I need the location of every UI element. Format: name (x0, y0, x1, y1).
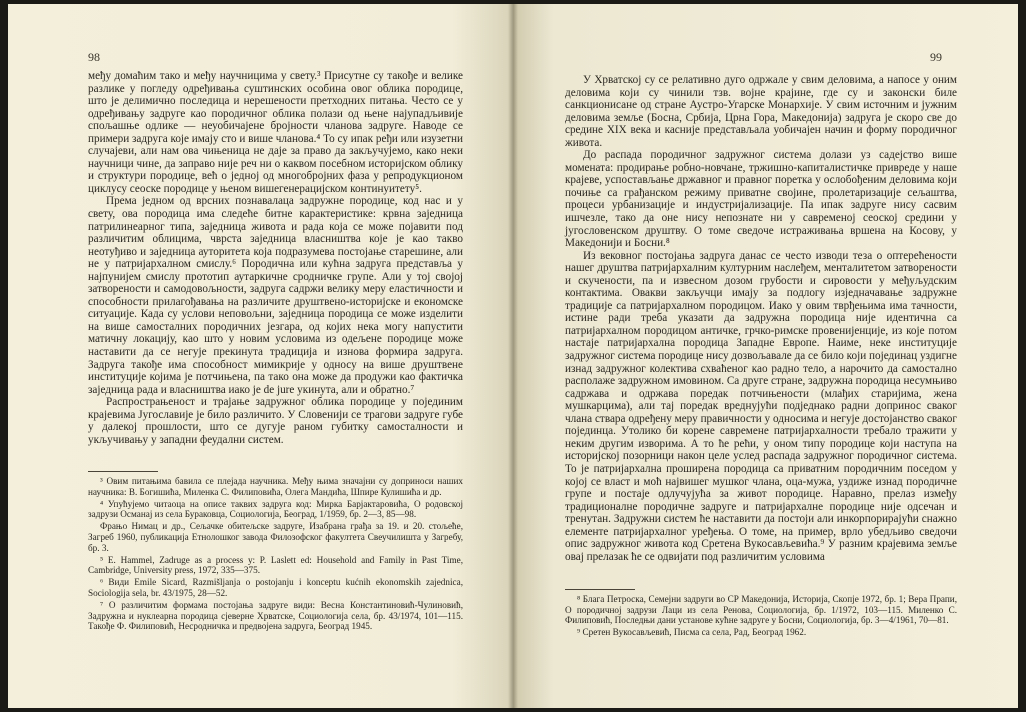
footnote-3: ³ Овим питањима бавила се плејада научника. Међу њима значајни су доприноси наших научника: В. Богишића, Миленка С. Филиповића, Олега Мандића, Шпире Кулишића и др. (88, 476, 463, 497)
footnote-4-cont: Фрањо Нимац и др., Сељачке обитељске задруге, Изабрана грађа за 19. и 20. стољеће, Загреб 1960, публикација Етнолошког завода Филозофског факултета Свеучилишта у Загребу, бр. 3. (88, 521, 463, 553)
right-footnote-rule (565, 589, 635, 590)
left-paragraph-1: међу домаћим тако и међу научницима у свету.³ Присутне су такође и велике разлике у погледу одређивања суштинских особина овог облика породице, што је делимично последица и нерешености претходних питања. Често се у одређивању задруге као породичног облика полази од њене најупадљивије спољашње одлике — неуобичајене бројности чланова задруге. Наводе се примери задруга које имају сто и више чланова.⁴ То су ипак ређи или изузетни случајеви, али нам ова чињеница не даје за право да закључујемо, како неки научници чине, да заправо није реч ни о каквом посебном историјском облику и структури породице, већ о једној од многобројних фаза у репродукционом циклусу сеоске породице у њеном вишегенерацијском континуитету⁵. (88, 70, 463, 195)
left-footnotes (88, 476, 463, 633)
footnote-4: ⁴ Упућујемо читаоца на описе таквих задруга код: Мирка Барјактаровића, О родовској задрузи Османај из села Бураковца, Социологија, Београд, 1/1959, бр. 2—3, 85—98. (88, 498, 463, 520)
left-footnote-rule (88, 471, 158, 472)
book-spread (8, 4, 1018, 708)
right-page-number: 99 (930, 50, 942, 64)
footnote-6: ⁶ Види Emile Sicard, Razmišljanja o postojanju i konceptu kućnih ekonomskih zajednica, Sociologija sela, br. 43/1975, 28—52. (88, 577, 463, 598)
footnote-8: ⁸ Благa Петроска, Семејни задруги во СР Македонија, Историја, Скопје 1972, бр. 1; Вера Прапи, О породичној задрузи Лаци из села Ренова, Социологија, бр. 1/1972, 103—115. Миленко С. Филиповић, Последњи дани установе кућне задруге у Босни, Социологија, бр. 3—4/1961, 70—81. (565, 594, 957, 626)
left-paragraph-2: Према једном од врсних познавалаца задружне породице, код нас и у свету, ова породица има следеће битне карактеристике: крвна заједница патрилинеарног типа, заједница живота и рада која се може појавити под различитим облицима, чврста заједница власништва које је као такво неотуђиво и заједница ауторитета која подразумева постојање старешине, али не у патријархалном смислу.⁶ Породична или кућна задруга представља у најпунијем смислу прототип аутаркичне сродничке групе. Али у тој својој затворености и самодовољности, задруга садржи велику меру еластичности и способности прилагођавања на различите друштвено-историјске и економске ситуације. Када су услови неповољни, заједница породица се може изделити на више самосталних породичних језгара, од којих нека могу напустити матичну локацију, као што у новим условима из одељене породице може наставити да се негује прекинута традиција и изнова формира задруга. Задруга такође има способност мимикрије у односу на више друштвене институције којима је потчињена, па тако она може да продужи као фактичка заједница рада и власништва иако је de jure укинута, али и обратно.⁷ (88, 195, 463, 396)
footnote-5: ⁵ E. Hammel, Zadruge as a process у: P. Laslett ed: Household and Family in Past Time, Cambridge, University press, 1972, 335—375. (88, 554, 463, 576)
right-paragraph-3: Из вековног постојања задруга данас се често изводи теза о оптерећености нашег друштва патријархалним културним наслеђем, менталитетом затворености и скучености, па и извесном дозом грубости и сировости у међуљудским контактима. Овакви закључци имају за подлогу изједначавање задружне традиције са патријархалном породицом. Иако у овим тврђењима има тачности, истине ради треба указати да задружна породица није идентична са патријархалном породицом античке, грчко-римске провенијенције, из које потом настаје патријархална породица Западне Европе. Наиме, неке институције задружног система породице нису дозвољавале да се било који појединац уздигне изнад задружног колектива схваћеног као радно тело, а нарочито да самостално располаже задружном имовином. Са друге стране, задружна породица несумњиво садржава и одржава поредак потчињености (млађих старијима, жена мушкарцима), али тај поредак вреднујући подједнако радни допринос сваког члана ствара одређену меру правичности у односима и негује достојанство сваког појединца. Утолико би корене савремене патријархалности требало тражити у неким другим изворима. А то ће рећи, у оном типу породице који наступа на историјској позорници након целе услед распада задружног породичног система. То је патријархална проширена породица са приватним породичним поседом у којој се власт и моћ највишег мушког члана, оца-мужа, уздиже изнад породичне групе и постаје одлучујућа за живот породице. Наравно, прелаз између традиционалне породичне задруге и патријархалне породице није одсечан и тренутан. Задружни систем ће наставити да постоји али инкорпорирајући снажно елементе патријархалног уређења. О томе, на пример, врло убедљиво сведочи опис задружног живота код Сретена Вукосављевића.⁹ У разним крајевима земље овај прелазак ће се одвијати под различитим условима (565, 249, 957, 563)
right-footnotes (565, 594, 957, 639)
footnote-7: ⁷ О различитим формама постојања задруге види: Весна Константиновић-Чулиновић, Задружна и нуклеарна породица сјеверне Хрватске, Социологија села, бр. 43/1974, 101—115. Такође Ф. Филиповић, Несродничка и предвојена задруга, Београд 1945. (88, 600, 463, 632)
left-paragraph-3: Распрострањеност и трајање задружног облика породице у појединим крајевима Југославије је било различито. У Словенији се трагови задруге губе у далекој прошлости, што се дугује раном губитку самосталности и укључивању у западни феудални систем. (88, 396, 463, 446)
book-gutter (508, 4, 518, 708)
right-paragraph-1: У Хрватској су се релативно дуго одржале у свим деловима, а напосе у оним деловима који су чинили тзв. војне крајине, где су и законски биле санкционисане од стране Аустро-Угарске Монархије. У свим источним и јужним деловима земље (Босна, Србија, Црна Гора, Македонија) задруга је скоро све до средине XIX века и касније представљала уобичајен начин и форму породичног живота. (565, 74, 957, 149)
left-page-number: 98 (88, 50, 100, 64)
right-body-text (565, 74, 957, 563)
right-paragraph-2: До распада породичног задружног система долази уз садејство више момената: продирање робно-новчане, тржишно-капиталистичке привреде у наше крајеве, успостављање државног и правног поретка у ослобођеним деловима који почиње са грађанском режиму приватне својине, пролетаризације сељаштва, процеси урбанизације и индустријализације. Па ипак задруге нису сасвим ишчезле, тако да оне нису непознате ни у савременој сеоској средини у југословенском друштву. О томе сведоче истраживања вршена на Косову, у Македонији и Босни.⁸ (565, 149, 957, 250)
right-page (513, 4, 1018, 708)
footnote-9: ⁹ Сретен Вукосављевић, Писма са села, Рад, Београд 1962. (577, 627, 807, 638)
left-page (8, 4, 513, 708)
left-body-text (88, 70, 463, 446)
